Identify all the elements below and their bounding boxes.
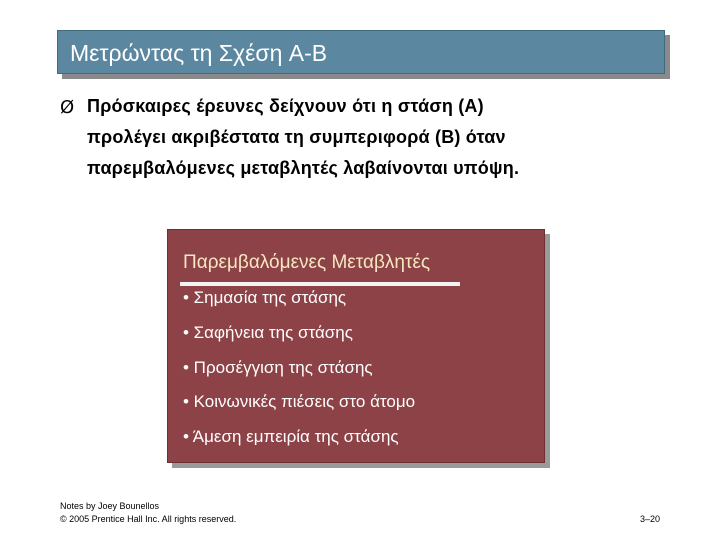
bullet-line-3: παρεμβαλόμενες μεταβλητές λαβαίνονται υπόψη. bbox=[87, 158, 520, 178]
bullet-line-1: Πρόσκαιρες έρευνες δείχνουν ότι η στάση (A) bbox=[87, 96, 484, 116]
footer-notes: Notes by Joey Bounellos bbox=[60, 501, 160, 511]
slide-title: Μετρώντας τη Σχέση A-B bbox=[70, 40, 328, 66]
arrow-bullet-icon: Ø bbox=[60, 97, 75, 118]
title-bar bbox=[57, 30, 665, 74]
bullet-line-2: προλέγει ακριβέστατα τη συμπεριφορά (Β) όταν bbox=[87, 127, 506, 147]
variable-item-1: • Σημασία της στάσης bbox=[183, 288, 347, 307]
footer-copyright: © 2005 Prentice Hall Inc. All rights reserved. bbox=[60, 514, 237, 524]
main-bullet-text bbox=[87, 91, 672, 184]
variables-box-divider bbox=[180, 282, 460, 286]
variable-item-4: • Κοινωνικές πιέσεις στο άτομο bbox=[183, 392, 416, 411]
variable-item-2: • Σαφήνεια της στάσης bbox=[183, 323, 353, 342]
variables-box-title: Παρεμβαλόμενες Μεταβλητές bbox=[183, 252, 431, 273]
variables-box bbox=[167, 229, 545, 463]
variable-item-5: • Άμεση εμπειρία της στάσης bbox=[183, 427, 399, 446]
page-number: 3–20 bbox=[639, 514, 660, 524]
variable-item-3: • Προσέγγιση της στάσης bbox=[183, 358, 373, 377]
